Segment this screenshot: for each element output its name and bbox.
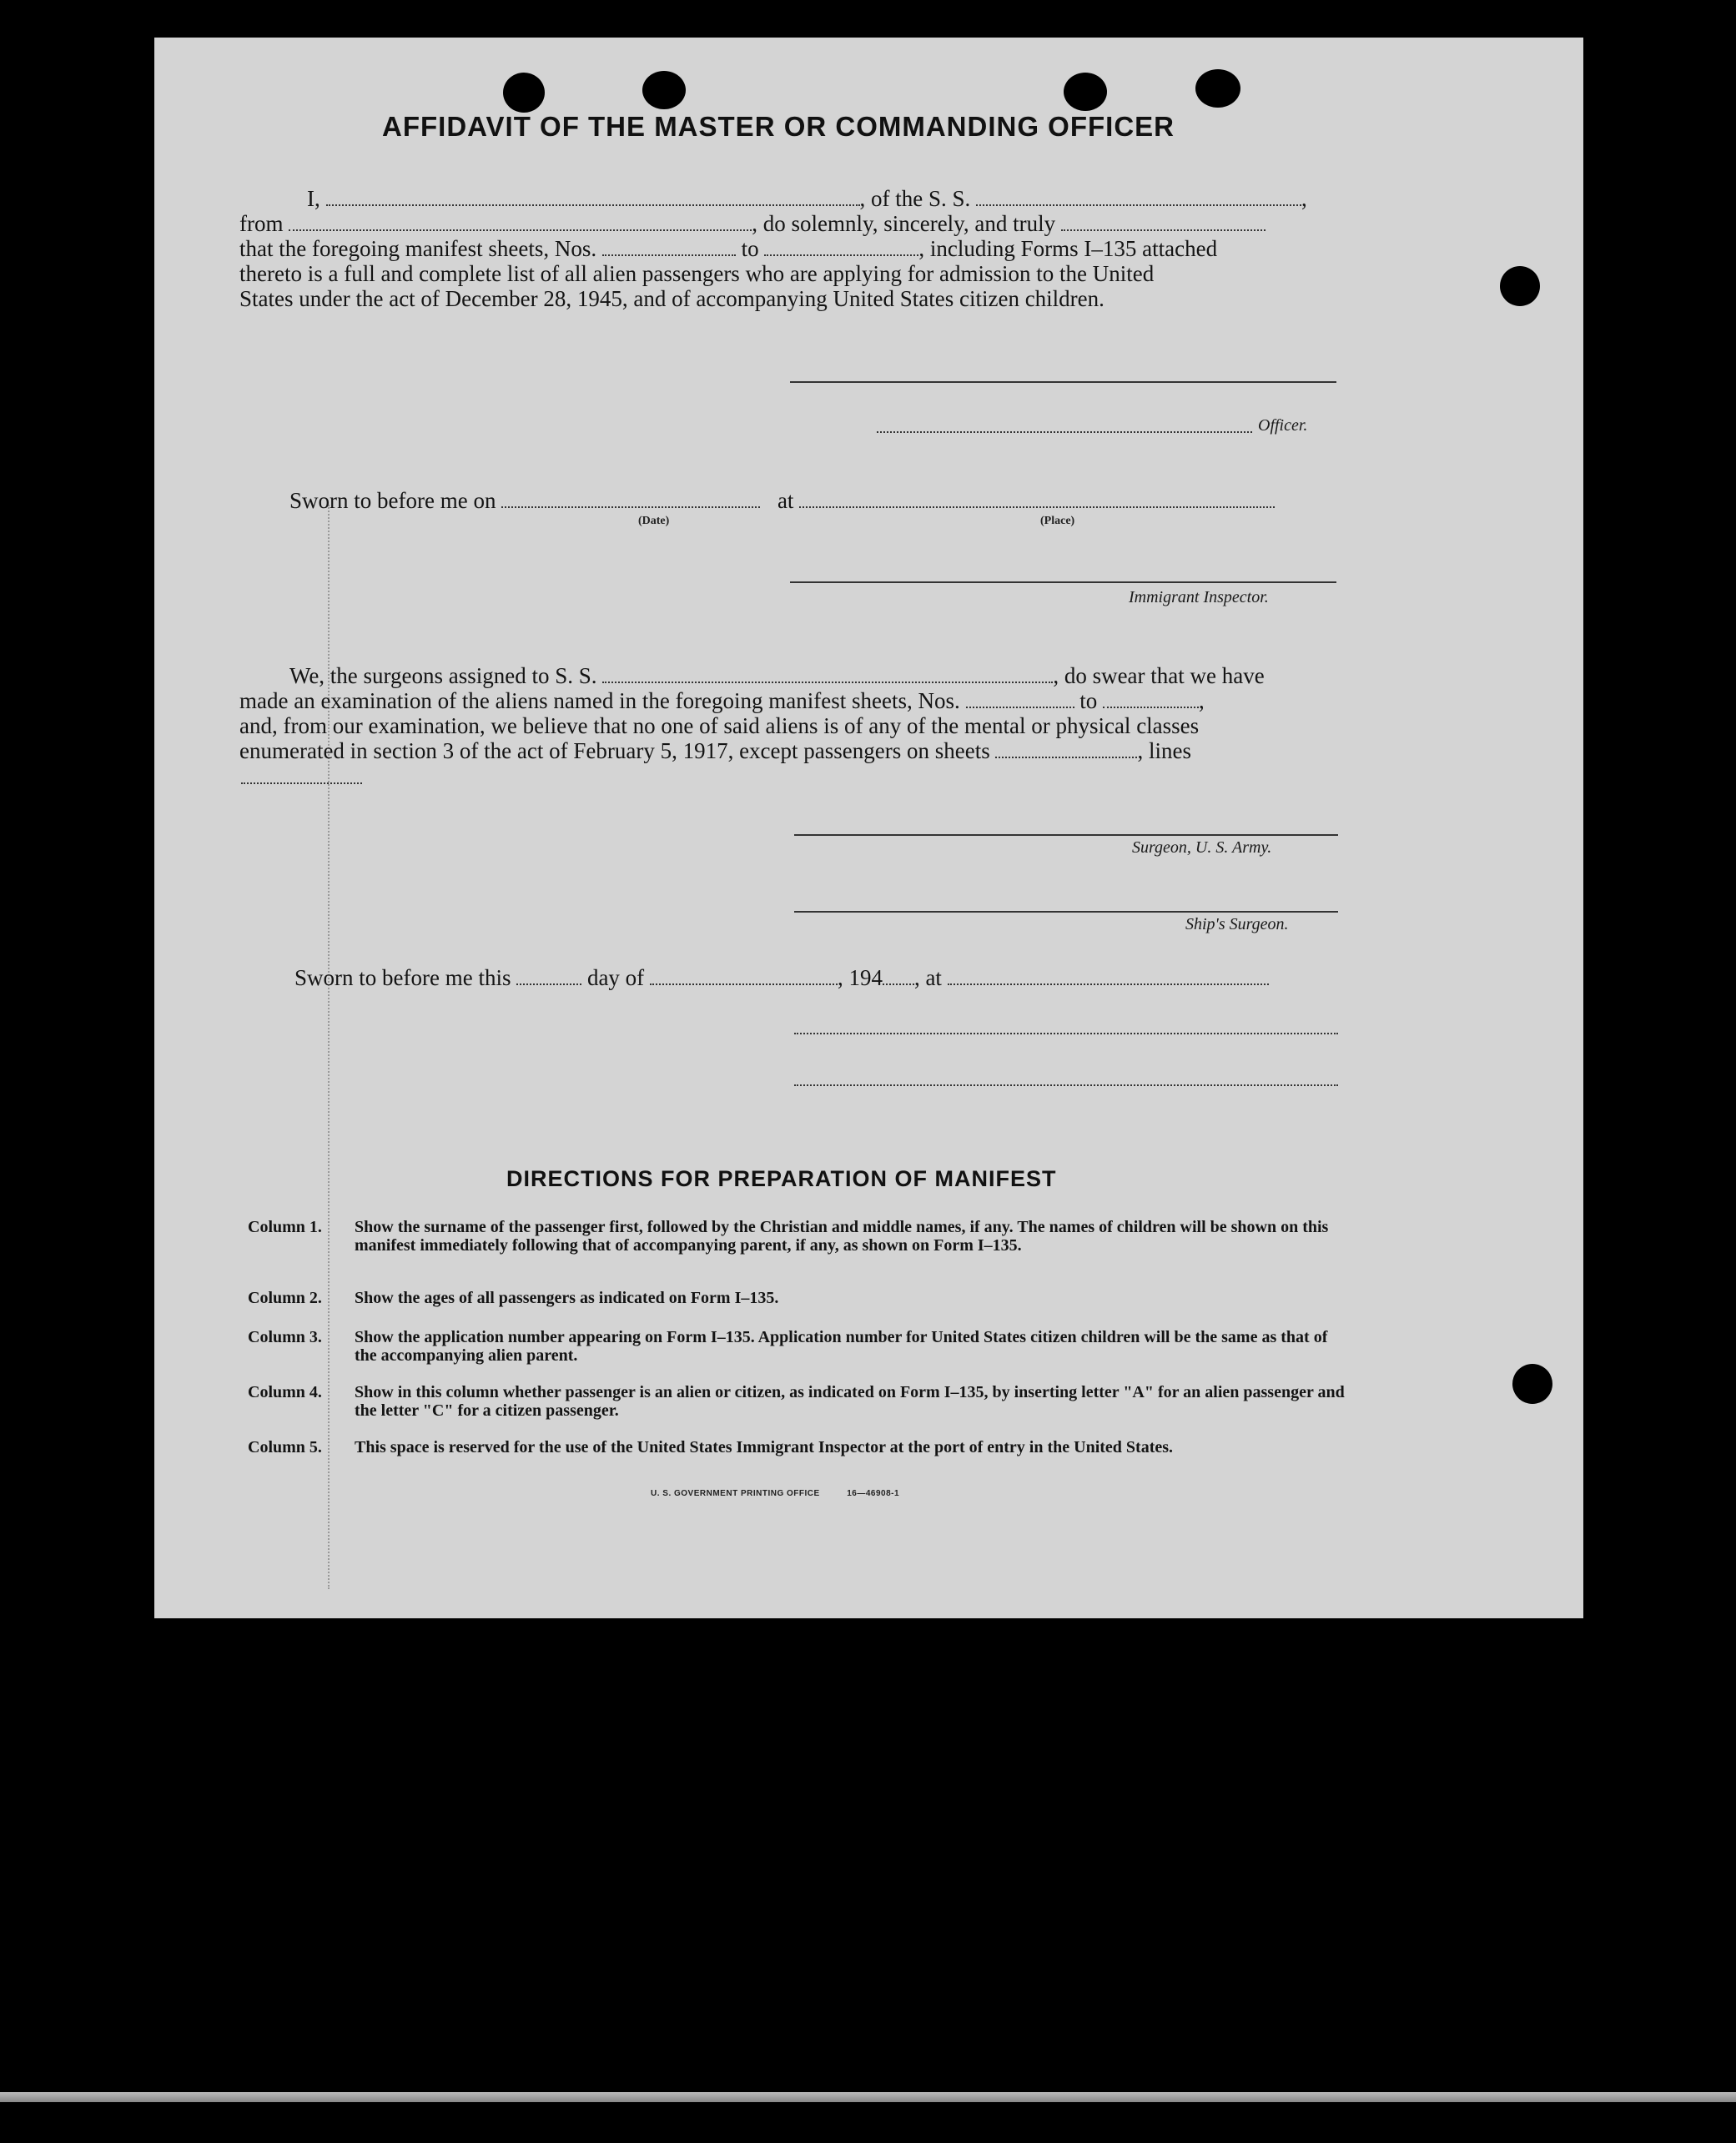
surgeon-ship-field <box>602 663 1053 683</box>
day-field <box>516 965 581 985</box>
date-caption: (Date) <box>638 515 670 527</box>
surgeon-sheet-from-field <box>966 688 1074 708</box>
sworn2-text: day of <box>586 965 645 990</box>
sheet-from-field <box>602 236 736 256</box>
date-field <box>501 488 760 508</box>
master-text: , of the S. S. <box>859 186 971 211</box>
sworn-text: Sworn to before me on <box>289 488 496 513</box>
surgeons-line-2 <box>239 688 1205 713</box>
punch-hole <box>1064 73 1107 111</box>
master-text: to <box>741 236 759 261</box>
printing-office <box>651 1489 899 1498</box>
surgeons-text: , <box>1199 688 1205 713</box>
inspector-signature-line <box>790 581 1336 583</box>
master-text: , including Forms I–135 attached <box>918 236 1218 261</box>
master-text: from <box>239 211 284 236</box>
surgeon-sheet-to-field <box>1103 688 1199 708</box>
column-4-label: Column 4. <box>248 1383 322 1401</box>
place-caption: (Place) <box>1040 515 1075 527</box>
form-code: 16—46908-1 <box>847 1489 900 1498</box>
master-text: , do solemnly, sincerely, and truly <box>752 211 1056 236</box>
punch-hole <box>642 71 686 109</box>
sworn2-signature-line-2 <box>794 1084 1338 1086</box>
surgeons-text: to <box>1079 688 1098 713</box>
column-3-label: Column 3. <box>248 1328 322 1346</box>
column-3-text: Show the application number appearing on Form I–135. Application number for United States citizen children will be the same as that of the accompanying alien parent. <box>355 1328 1328 1365</box>
officer-signature-line <box>790 381 1336 383</box>
sworn-line-1 <box>289 488 1275 513</box>
officer-name-line <box>877 431 1252 433</box>
sworn2-text: , at <box>913 965 942 990</box>
master-text: that the foregoing manifest sheets, Nos. <box>239 236 597 261</box>
army-surgeon-signature-line <box>794 834 1338 836</box>
column-2-label: Column 2. <box>248 1289 322 1307</box>
master-line-4: thereto is a full and complete list of all alien passengers who are applying for admission to the United <box>239 261 1155 286</box>
surgeons-text: made an examination of the aliens named in the foregoing manifest sheets, Nos. <box>239 688 960 713</box>
master-line-1 <box>282 186 1307 211</box>
ship-surgeon-caption: Ship's Surgeon. <box>1185 915 1289 933</box>
surgeons-text: enumerated in section 3 of the act of February 5, 1917, except passengers on sheets <box>239 738 990 763</box>
name-field <box>326 186 860 206</box>
sworn2-place-field <box>948 965 1269 985</box>
oath-field <box>1061 211 1266 231</box>
master-line-2 <box>239 211 1266 236</box>
surgeons-line-4 <box>239 738 1191 763</box>
punch-hole <box>1195 69 1240 108</box>
sworn-line-2 <box>294 965 1269 990</box>
except-sheets-field <box>995 738 1137 758</box>
punch-hole <box>503 73 545 113</box>
month-field <box>650 965 838 985</box>
ship-field <box>976 186 1301 206</box>
inspector-caption: Immigrant Inspector. <box>1129 588 1269 606</box>
punch-hole <box>1500 266 1540 306</box>
officer-caption: Officer. <box>1258 416 1308 435</box>
column-5-label: Column 5. <box>248 1438 322 1456</box>
sworn2-text: Sworn to before me this <box>294 965 511 990</box>
sheet-to-field <box>764 236 918 256</box>
master-line-5: States under the act of December 28, 1945, and of accompanying United States citizen children. <box>239 286 1104 311</box>
lines-field <box>241 782 362 784</box>
surgeons-text: , lines <box>1137 738 1191 763</box>
printing-office-text: U. S. GOVERNMENT PRINTING OFFICE <box>651 1489 820 1498</box>
sworn2-signature-line-1 <box>794 1033 1338 1034</box>
from-field <box>289 211 752 231</box>
page-title: AFFIDAVIT OF THE MASTER OR COMMANDING OFFICER <box>382 111 1175 142</box>
master-text: , <box>1301 186 1307 211</box>
surgeons-text: , do swear that we have <box>1053 663 1265 688</box>
directions-title: DIRECTIONS FOR PREPARATION OF MANIFEST <box>506 1166 1057 1191</box>
punch-hole <box>1512 1364 1552 1404</box>
surgeons-text: We, the surgeons assigned to S. S. <box>289 663 597 688</box>
ship-surgeon-signature-line <box>794 911 1338 913</box>
surgeons-line-1 <box>289 663 1265 688</box>
column-2-text: Show the ages of all passengers as indicated on Form I–135. <box>355 1289 779 1307</box>
surgeons-line-3: and, from our examination, we believe that no one of said aliens is of any of the mental or physical classes <box>239 713 1200 738</box>
year-field <box>883 965 914 985</box>
army-surgeon-caption: Surgeon, U. S. Army. <box>1132 838 1272 857</box>
place-field <box>799 488 1275 508</box>
sworn2-text: , 194 <box>837 965 883 990</box>
sworn-text: at <box>777 488 794 513</box>
column-5-text: This space is reserved for the use of the United States Immigrant Inspector at the port of entry in the United States. <box>355 1438 1174 1456</box>
master-line-3 <box>239 236 1217 261</box>
column-1-text: Show the surname of the passenger first, followed by the Christian and middle names, if any. The names of children will be shown on this manifest immediately following that of accompanying parent, if any, as shown on Form I–135. <box>355 1218 1329 1255</box>
master-text: I, <box>307 186 320 211</box>
form-page <box>154 38 1583 1618</box>
scan-edge-strip <box>0 2092 1736 2102</box>
column-4-text: Show in this column whether passenger is an alien or citizen, as indicated on Form I–135, by inserting letter "A" for an alien passenger and the letter "C" for a citizen passenger. <box>355 1383 1345 1420</box>
column-1-label: Column 1. <box>248 1218 322 1236</box>
